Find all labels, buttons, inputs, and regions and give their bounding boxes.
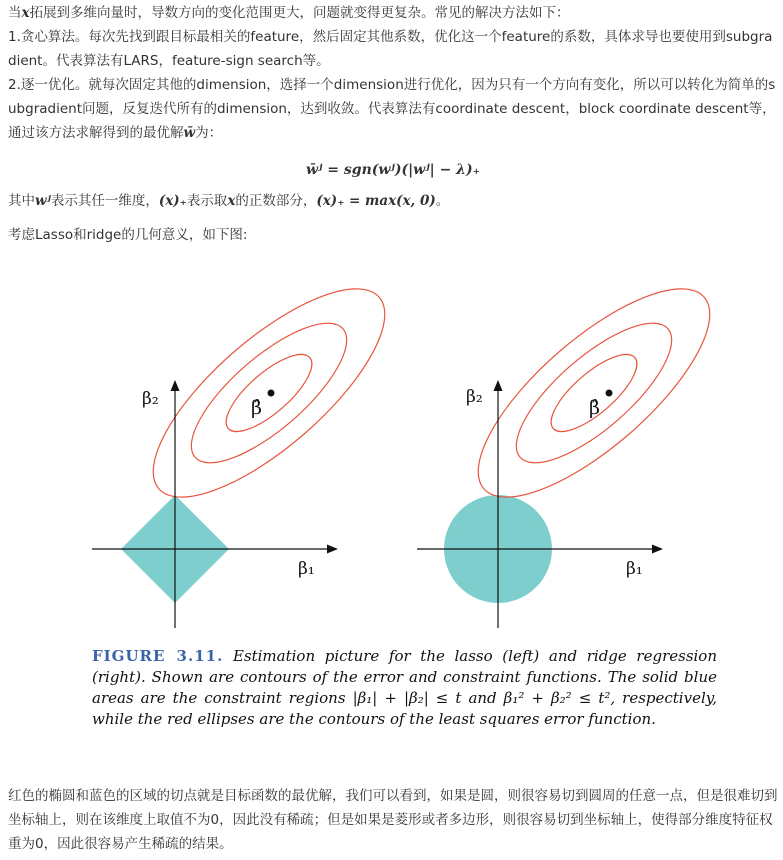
ridge-x-arrowhead	[652, 545, 663, 554]
ridge-ols-estimate-point	[606, 390, 613, 397]
ridge-contour-outer	[448, 260, 739, 530]
ridge-contour-mid	[496, 302, 691, 485]
intro-text-end: 拓展到多维向量时，导数方向的变化范围更大，问题就变得更复杂。常见的解决方法如下：	[29, 5, 570, 21]
conclusion-paragraph: 红色的椭圆和蓝色的区域的切点就是目标函数的最优解，我们可以看到，如果是圆，则很容易切到圆周的任意一点，但是很难切到坐标轴上，则在该维度上取值不为0，因此没有稀疏；但是如果是菱形或者多边形，则很容易切到坐标轴上，使得部分维度特征权重为0，因此很容易产生稀疏的结果。	[8, 788, 778, 852]
lasso-beta1-label: β₁	[298, 559, 315, 579]
lasso-panel	[92, 260, 415, 628]
figure-caption-text: Estimation picture for the lasso (left) and ridge regression (right). Shown are contours of the error and constraint functions. The solid blue areas are the constraint regions |β₁| + |β₂| ≤ t and β₁² + β₂² ≤ t², respectively, while the red ellipses are the contours of the least squares error function.	[92, 647, 717, 728]
math-wj: wʲ	[35, 193, 51, 209]
lasso-beta-hat-label: β̂	[251, 397, 262, 419]
math-w-bar: w̄	[183, 125, 196, 141]
where-text-e: 。	[435, 193, 450, 209]
figure-label: FIGURE 3.11.	[92, 647, 224, 665]
lasso-y-arrowhead	[171, 380, 180, 391]
ridge-y-arrowhead	[494, 380, 503, 391]
math-x-2: x	[227, 193, 236, 209]
ridge-error-contours	[448, 260, 739, 530]
article-body	[8, 0, 778, 247]
ridge-axes	[417, 386, 655, 628]
figure-caption	[92, 646, 717, 730]
math-x: x	[21, 5, 30, 21]
method2-tail: 为：	[195, 125, 223, 141]
soft-threshold-equation: w̄ʲ = sgn(wʲ)(|wʲ| − λ)₊	[305, 162, 480, 178]
method-coordinate-paragraph	[8, 73, 778, 145]
where-text-b: 表示其任一维度，	[50, 193, 159, 209]
where-text-d: 的正数部分，	[235, 193, 317, 209]
math-x-plus: (x)₊	[158, 193, 187, 209]
conclusion-section	[8, 784, 778, 856]
method-greedy-paragraph: 1.贪心算法。每次先找到跟目标最相关的feature，然后固定其他系数，优化这一个feature的系数，具体求导也要使用到subgradient。代表算法有LARS，feature-sign search等。	[8, 29, 773, 69]
where-text-a: 其中	[8, 193, 35, 209]
lasso-beta2-label: β₂	[142, 389, 159, 409]
ridge-beta1-label: β₁	[626, 559, 643, 579]
ridge-panel	[417, 260, 740, 628]
where-paragraph	[8, 189, 778, 213]
spacer	[8, 213, 778, 223]
intro-paragraph	[8, 0, 778, 25]
intro-text-start: 当	[8, 5, 22, 21]
ridge-beta2-label: β₂	[466, 387, 483, 407]
lasso-ols-estimate-point	[268, 390, 275, 397]
ridge-beta-hat-label: β̂	[589, 397, 600, 419]
lasso-x-arrowhead	[327, 545, 338, 554]
where-text-c: 表示取	[186, 193, 228, 209]
consider-paragraph: 考虑Lasso和ridge的几何意义，如下图:	[8, 227, 248, 243]
lasso-axes	[92, 386, 330, 628]
math-max-def: (x)₊ = max(x, 0)	[316, 193, 436, 209]
method2-text: 2.逐一优化。就每次固定其他的dimension，选择一个dimension进行优化，因为只有一个方向有变化，所以可以转化为简单的subgradient问题，反复迭代所有的dimension，达到收敛。代表算法有coordinate descent，block coordinate descent等，通过该方法求解得到的最优解	[8, 77, 776, 141]
ridge-contour-inner	[540, 342, 648, 443]
